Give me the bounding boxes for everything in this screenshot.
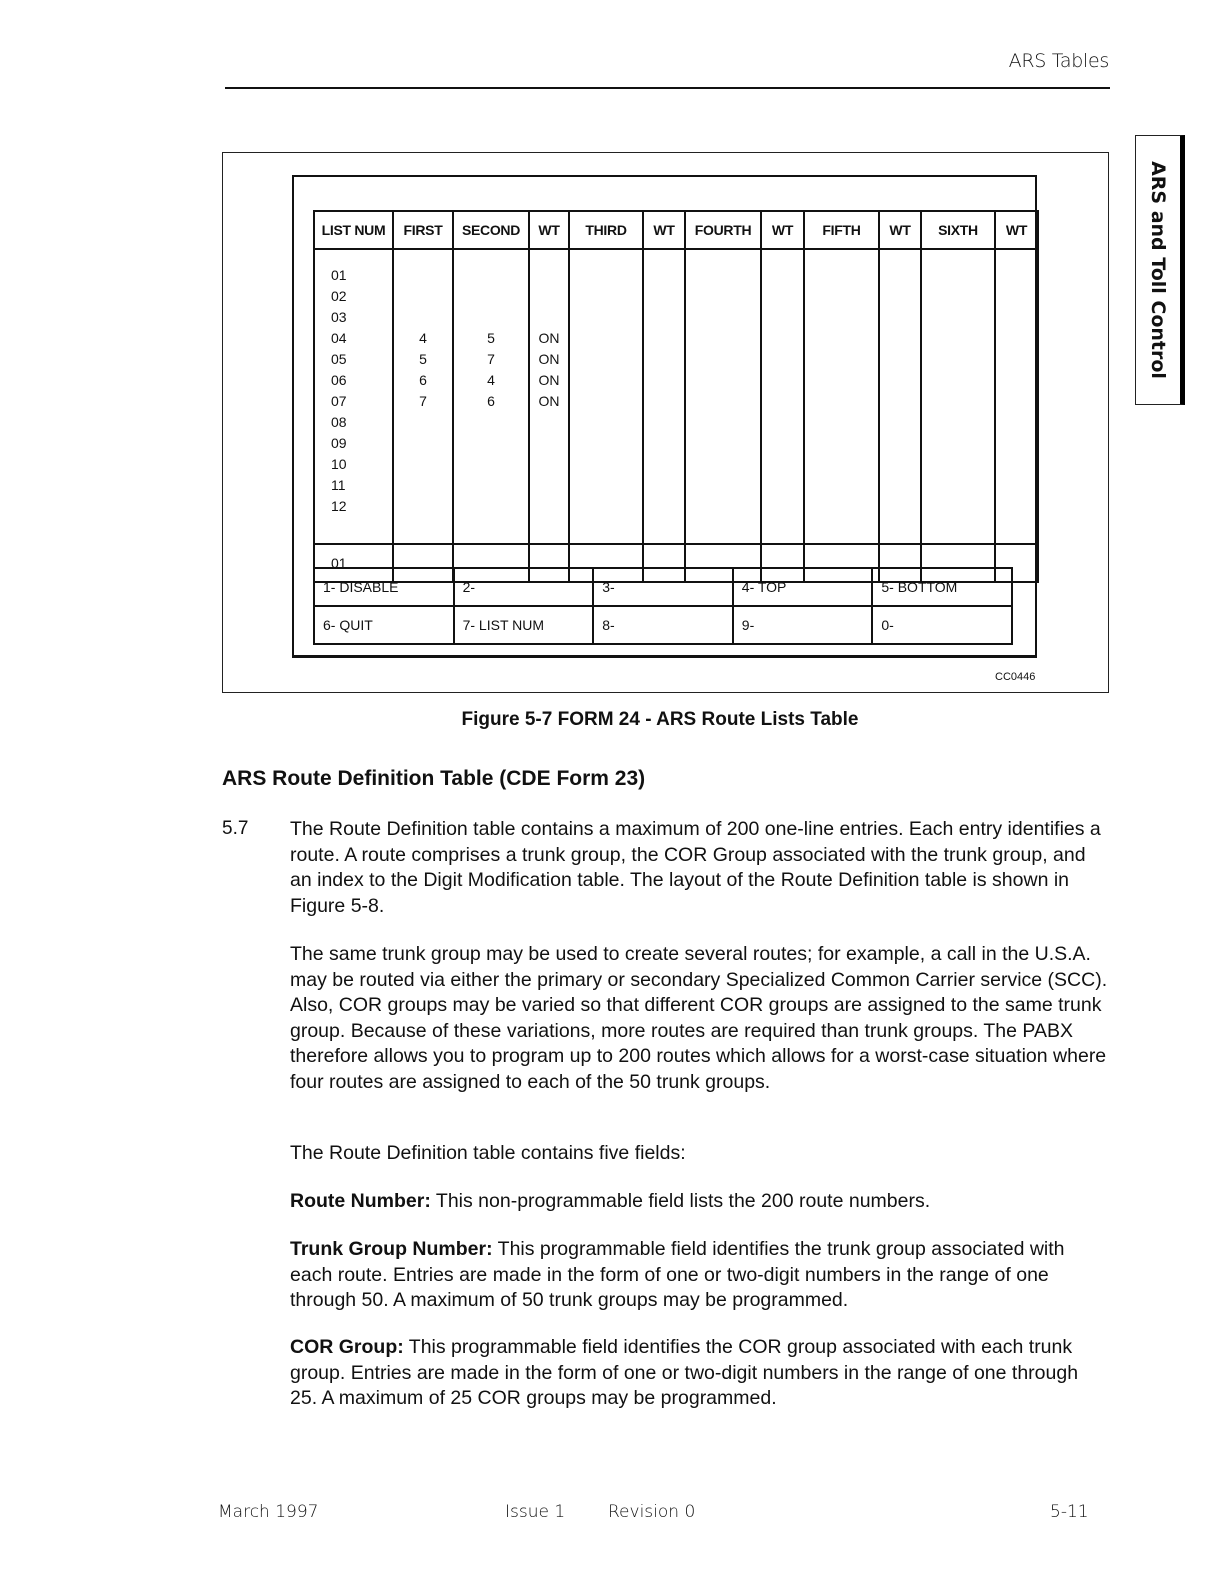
cell-value: 6 bbox=[487, 393, 495, 409]
column-cell bbox=[995, 249, 1038, 544]
cell-value: 11 bbox=[331, 477, 346, 493]
cell-value bbox=[394, 286, 452, 307]
chapter-tab bbox=[1135, 135, 1185, 405]
column-cell bbox=[879, 249, 921, 544]
column-cell bbox=[569, 249, 643, 544]
cell-value bbox=[454, 286, 528, 307]
cell-value: ON bbox=[538, 351, 560, 367]
field-text: This programmable field identifies the COR group associated with each trunk group. Entries are made in the form of one or two-digit numbers in the range of one through 25. A maximum of 25 COR groups may be programmed. bbox=[290, 1336, 1079, 1409]
softkey-label: 2- bbox=[454, 568, 594, 606]
column-cell bbox=[804, 249, 879, 544]
cell-value: 7 bbox=[419, 393, 427, 409]
softkey-label: 3- bbox=[593, 568, 733, 606]
column-header: SECOND bbox=[453, 211, 529, 249]
paragraph: The Route Definition table contains a maximum of 200 one-line entries. Each entry identifies a route. A route comprises a trunk group, the COR Group associated with the trunk group, and an index to the Digit Modification table. The layout of the Route Definition table is shown in Figure 5-8. bbox=[290, 818, 1101, 917]
cell-value bbox=[454, 265, 528, 286]
column-header: SIXTH bbox=[921, 211, 995, 249]
cell-value: 07 bbox=[331, 393, 347, 409]
column-header: FIRST bbox=[393, 211, 453, 249]
softkey-label: 5- BOTTOM bbox=[872, 568, 1012, 606]
field-term: COR Group: bbox=[290, 1336, 404, 1358]
column-cell bbox=[761, 249, 804, 544]
softkey-label: 6- QUIT bbox=[314, 606, 454, 644]
running-header: ARS Tables bbox=[1008, 50, 1109, 72]
cell-value: 08 bbox=[331, 414, 347, 430]
route-lists-table bbox=[313, 210, 1039, 583]
entry-cell: 01 bbox=[314, 544, 393, 582]
softkey-label: 0- bbox=[872, 606, 1012, 644]
section-heading: ARS Route Definition Table (CDE Form 23) bbox=[222, 767, 646, 790]
softkey-label: 1- DISABLE bbox=[314, 568, 454, 606]
cell-value: 05 bbox=[331, 351, 347, 367]
column-cell bbox=[314, 249, 393, 544]
field-term: Trunk Group Number: bbox=[290, 1238, 493, 1260]
column-cell bbox=[643, 249, 685, 544]
cell-value bbox=[530, 286, 568, 307]
cell-value: 12 bbox=[331, 498, 347, 514]
cell-value: ON bbox=[538, 372, 560, 388]
cell-value bbox=[394, 307, 452, 328]
table-body-row bbox=[314, 249, 1038, 544]
cell-value: 06 bbox=[331, 372, 347, 388]
column-header: THIRD bbox=[569, 211, 643, 249]
cell-value: 5 bbox=[419, 351, 427, 367]
softkey-label: 9- bbox=[733, 606, 873, 644]
cell-value: 10 bbox=[331, 456, 347, 472]
column-cell bbox=[529, 249, 569, 544]
softkey-label: 7- LIST NUM bbox=[454, 606, 594, 644]
paragraph: The same trunk group may be used to create several routes; for example, a call in the U.S.A. may be routed via either the primary or secondary Specialized Common Carrier service (SCC). Also, COR groups may be varied so that different COR groups are assigned to the same trunk group. Because of these variations, more routes are required than trunk groups. The PABX therefore allows you to program up to 200 routes which allows for a worst-case situation where four routes are assigned to each of the 50 trunk groups. bbox=[290, 943, 1108, 1093]
cell-value bbox=[394, 265, 452, 286]
cell-value: 7 bbox=[487, 351, 495, 367]
column-header: WT bbox=[761, 211, 804, 249]
column-header: FOURTH bbox=[685, 211, 761, 249]
column-header: LIST NUM bbox=[314, 211, 393, 249]
header-rule bbox=[225, 87, 1110, 89]
cell-value: 4 bbox=[419, 330, 427, 346]
table-header-row bbox=[314, 211, 1038, 249]
column-cell bbox=[921, 249, 995, 544]
cell-value: 02 bbox=[331, 288, 347, 304]
column-header: WT bbox=[529, 211, 569, 249]
cell-value: 09 bbox=[331, 435, 347, 451]
footer-date: March 1997 bbox=[218, 1502, 319, 1522]
column-cell bbox=[685, 249, 761, 544]
column-header: FIFTH bbox=[804, 211, 879, 249]
field-text: This non-programmable field lists the 200 route numbers. bbox=[430, 1190, 931, 1212]
cell-value bbox=[454, 307, 528, 328]
field-description bbox=[290, 1335, 1110, 1412]
cell-value: 04 bbox=[331, 330, 347, 346]
cell-value: ON bbox=[538, 393, 560, 409]
field-term: Route Number: bbox=[290, 1190, 431, 1212]
chapter-tab-label: ARS and Toll Control bbox=[1147, 161, 1169, 379]
cell-value bbox=[530, 307, 568, 328]
footer-page-number: 5-11 bbox=[1050, 1502, 1089, 1522]
cell-value: 03 bbox=[331, 309, 347, 325]
paragraph-number: 5.7 bbox=[222, 818, 249, 839]
cell-value: 6 bbox=[419, 372, 427, 388]
cell-value: ON bbox=[538, 330, 560, 346]
column-cell bbox=[393, 249, 453, 544]
footer-issue: Issue 1 bbox=[505, 1502, 566, 1522]
figure-caption: Figure 5-7 FORM 24 - ARS Route Lists Table bbox=[461, 709, 859, 730]
cell-value bbox=[530, 265, 568, 286]
field-description bbox=[290, 1237, 1110, 1314]
cell-value: 5 bbox=[487, 330, 495, 346]
field-text: This programmable field identifies the trunk group associated with each route. Entries are made in the form of one or two-digit numbers in the range of one through 50. A maximum of 50 trunk groups may be programmed. bbox=[290, 1238, 1065, 1311]
column-header: WT bbox=[643, 211, 685, 249]
softkey-row bbox=[314, 606, 1012, 644]
figure-code: CC0446 bbox=[995, 671, 1036, 683]
cell-value: 01 bbox=[331, 267, 347, 283]
column-header: WT bbox=[879, 211, 921, 249]
field-description bbox=[290, 1189, 1110, 1215]
column-header: WT bbox=[995, 211, 1038, 249]
column-cell bbox=[453, 249, 529, 544]
paragraph: The Route Definition table contains five fields: bbox=[290, 1142, 686, 1164]
footer-revision: Revision 0 bbox=[608, 1502, 696, 1522]
softkey-label: 4- TOP bbox=[733, 568, 873, 606]
softkey-label: 8- bbox=[593, 606, 733, 644]
softkey-table bbox=[313, 567, 1013, 645]
softkey-row bbox=[314, 568, 1012, 606]
cell-value: 4 bbox=[487, 372, 495, 388]
